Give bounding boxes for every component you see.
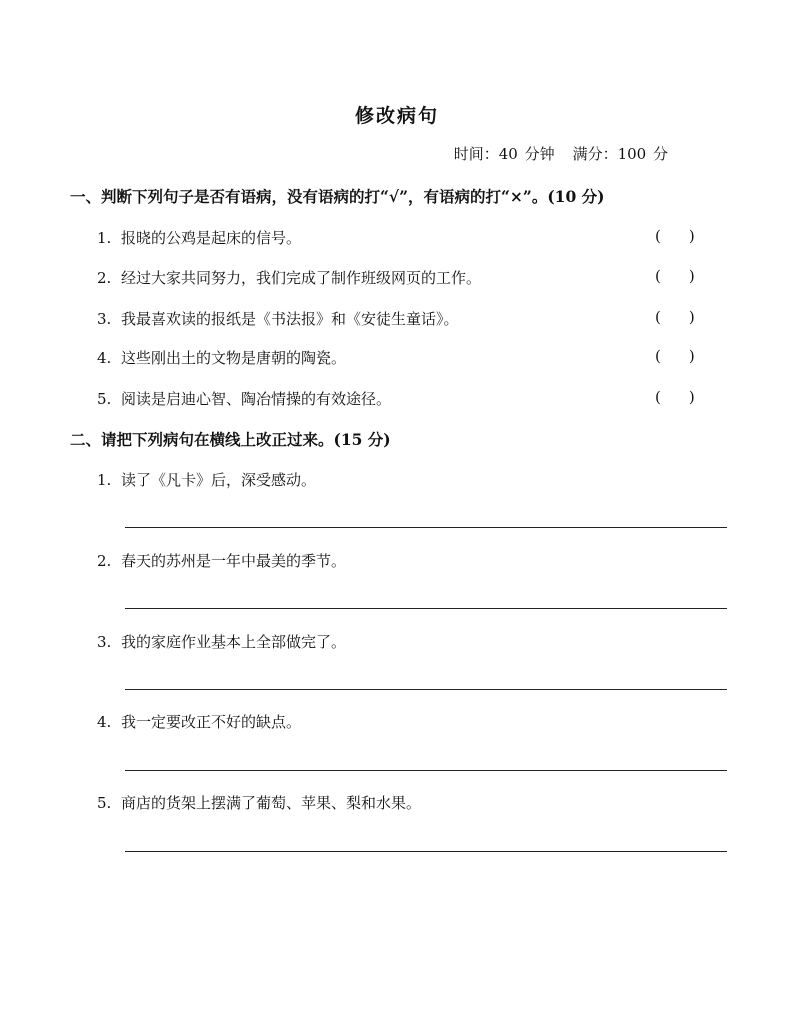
item-number: 4.	[97, 349, 112, 367]
exam-meta	[454, 143, 668, 164]
item-number: 3.	[97, 310, 112, 328]
answer-line[interactable]	[125, 851, 727, 852]
answer-line[interactable]	[125, 608, 727, 609]
answer-line[interactable]	[125, 770, 727, 771]
item-text: 春天的苏州是一年中最美的季节。	[121, 552, 347, 570]
item-number: 2.	[97, 269, 112, 287]
full-score: 满分：100 分	[572, 145, 668, 163]
item-text: 这些刚出土的文物是唐朝的陶瓷。	[121, 349, 347, 367]
item-number: 5.	[97, 390, 112, 408]
item-text: 我的家庭作业基本上全部做完了。	[121, 633, 347, 651]
section2-item-4	[97, 711, 301, 732]
time-limit: 时间：40 分钟	[453, 145, 555, 163]
item-text: 我一定要改正不好的缺点。	[121, 713, 302, 731]
section2-item-2	[97, 550, 346, 571]
answer-parentheses: ( )	[655, 347, 695, 365]
section2-item-3	[97, 631, 346, 652]
section1-item-1	[97, 227, 301, 248]
page-title: 修改病句	[354, 105, 439, 127]
item-number: 1.	[97, 471, 112, 489]
section1-item-2	[97, 267, 481, 288]
section1-heading: 一、判断下列句子是否有语病，没有语病的打“√”，有语病的打“×”。(10 分)	[70, 187, 605, 206]
answer-parentheses: ( )	[655, 308, 695, 326]
section2-item-1	[97, 469, 316, 490]
item-number: 4.	[97, 713, 112, 731]
answer-parentheses: ( )	[655, 267, 695, 285]
item-number: 1.	[97, 229, 112, 247]
answer-line[interactable]	[125, 527, 727, 528]
section2-item-5	[97, 792, 421, 813]
section1-item-3	[97, 308, 459, 329]
section2-heading: 二、请把下列病句在横线上改正过来。(15 分)	[70, 430, 391, 449]
section1-item-5	[97, 388, 391, 409]
item-number: 2.	[97, 552, 112, 570]
item-text: 读了《凡卡》后，深受感动。	[121, 471, 317, 489]
item-text: 商店的货架上摆满了葡萄、苹果、梨和水果。	[121, 794, 422, 812]
item-text: 报晓的公鸡是起床的信号。	[121, 229, 302, 247]
answer-parentheses: ( )	[655, 227, 695, 245]
answer-parentheses: ( )	[655, 388, 695, 406]
item-number: 5.	[97, 794, 112, 812]
item-text: 经过大家共同努力，我们完成了制作班级网页的工作。	[121, 269, 482, 287]
item-number: 3.	[97, 633, 112, 651]
answer-line[interactable]	[125, 689, 727, 690]
item-text: 我最喜欢读的报纸是《书法报》和《安徒生童话》。	[121, 310, 459, 328]
section1-item-4	[97, 347, 346, 368]
item-text: 阅读是启迪心智、陶冶情操的有效途径。	[121, 390, 392, 408]
